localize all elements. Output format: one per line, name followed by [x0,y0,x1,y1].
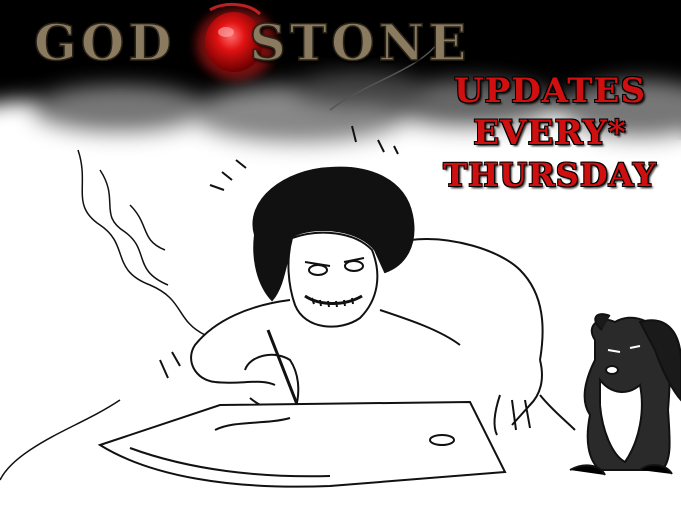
banner-line-updates: UPDATES [454,71,646,111]
banner-line-thursday: THURSDAY [443,156,657,194]
update-schedule-banner [425,70,675,196]
banner-line-every: EVERY* [473,113,627,153]
logo-word-god: GOD [34,12,176,72]
logo-stone-gap [176,12,250,72]
logo-word-stone: STONE [249,12,471,72]
site-logo [34,12,470,72]
